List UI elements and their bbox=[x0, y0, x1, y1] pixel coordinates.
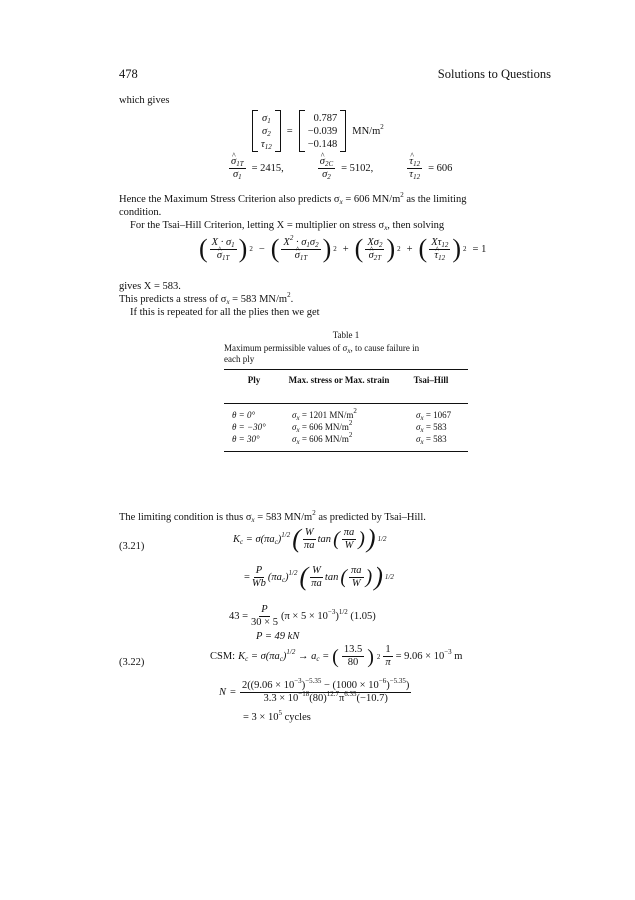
table-caption: Maximum permissible values of $\sigma_x$, to cause failure in each ply bbox=[224, 343, 420, 364]
matrix-value: 0.787 bbox=[313, 112, 338, 124]
col-header: Max. stress or Max. strain bbox=[288, 375, 390, 385]
table-row: θ = 0° $\sigma_x = 1201$ $MN/m^2$ $\sigma_x = 1067$ bbox=[232, 407, 452, 422]
table-row: θ = 30° $\sigma_x = 606$ $MN/m^2$ $\sigma_x = 583$ bbox=[232, 431, 447, 446]
repeated-text: If this is repeated for all the plies then we get bbox=[130, 307, 320, 318]
paragraph-max-stress: Hence the Maximum Stress Criterion also predicts $\sigma_x = 606$ $MN/m^2$ as the limiting bbox=[119, 191, 467, 206]
equation-label-322: (3.22) bbox=[119, 657, 145, 668]
page-number: 478 bbox=[119, 67, 138, 81]
equation-43: 43 = $\frac{P}{30 \times 5}$ $(\pi \times 5 \times 10^{-3})^{1/2}$ (1.05) bbox=[229, 604, 376, 628]
limiting-condition-text: The limiting condition is thus $\sigma_x = 583$ $MN/m^2$ as predicted by Tsai–Hill. bbox=[119, 509, 426, 524]
strength-ratios: ^ $\frac{\sigma_{1T}}{\sigma_1}$ = 2415, ^ $\frac{\sigma_{2C}}{\sigma_2}$ = 5102, ^ $\frac{\tau_{12}}{\tau_{12}}$ = 606 bbox=[229, 156, 452, 181]
equation-kc-p: = $\frac{P}{Wb}$ $(\pi a_c)^{1/2}$ ( $\frac{W}{\pi a}$ tan ( $\frac{\pi a}{W}$ ) ) 1/2 bbox=[244, 562, 394, 591]
matrix-value: −0.148 bbox=[307, 138, 338, 150]
equation-csm: CSM: $K_c = \sigma(\pi a_c)^{1/2} \to a_c$ = ( $\frac{13.5}{80}$ ) 2 $\frac{1}{\pi}$ = $9.06 \times 10^{-3}$ m bbox=[210, 644, 463, 668]
ratio-3: = 606 bbox=[428, 163, 453, 174]
result-cycles: = $3 \times 10^5$ cycles bbox=[243, 709, 311, 723]
table-header bbox=[224, 370, 468, 399]
tsai-hill-equation: ( $X \cdot \sigma_1$ ^ $\sigma_{1T}$ ) 2 − ( $X^2 \cdot \sigma_1\sigma_2$ ^ $\sigma_{1T}$ ) 2 + ( $X\sigma_2$ ^ $\sigma_{2T}$ ) 2 + ( $X\tau_{12}$ ^ $\tau_{12}$ ) 2 = 1 bbox=[199, 236, 486, 262]
table-title: Table 1 bbox=[332, 330, 360, 340]
col-header: Tsai–Hill bbox=[413, 375, 449, 385]
which-gives-text: which gives bbox=[119, 95, 170, 106]
stress-matrix-equation: $\sigma_1$ $\sigma_2$ $\tau_{12}$ = 0.787 −0.039 −0.148 $MN/m^2$ bbox=[252, 110, 384, 152]
result-p: P = 49 kN bbox=[256, 631, 300, 642]
running-title: Solutions to Questions bbox=[437, 67, 551, 81]
equation-n: N = $\frac{2((9.06 \times 10^{-3})^{-5.35} - (1000 \times 10^{-6})^{-5.35})}{3.3 \times 10^{-18}(80)^{12.7}\pi^{6.35}(-10.7)}$ bbox=[219, 677, 410, 704]
col-header: Ply bbox=[247, 375, 261, 385]
ratio-2: = 5102, bbox=[341, 163, 374, 174]
units-label: MN/m bbox=[352, 125, 381, 137]
matrix-value: −0.039 bbox=[307, 125, 338, 137]
ratio-1: = 2415, bbox=[251, 163, 284, 174]
ply-table bbox=[224, 330, 468, 452]
equation-label-321: (3.21) bbox=[119, 541, 145, 552]
paragraph-condition: condition. bbox=[119, 207, 162, 218]
predicts-text: This predicts a stress of $\sigma_x = 583$ $MN/m^2$. bbox=[119, 291, 294, 306]
paragraph-tsai-hill: For the Tsai–Hill Criterion, letting X = multiplier on stress $\sigma_x$, then solving bbox=[130, 220, 445, 232]
table-row: θ = −30° $\sigma_x = 606$ $MN/m^2$ $\sigma_x = 583$ bbox=[232, 419, 447, 434]
gives-x-text: gives X = 583. bbox=[119, 281, 181, 292]
equation-kc: $K_c = \sigma(\pi a_c)^{1/2}$ ( $\frac{W}{\pi a}$ tan ( $\frac{\pi a}{W}$ ) ) 1/2 bbox=[233, 524, 387, 553]
